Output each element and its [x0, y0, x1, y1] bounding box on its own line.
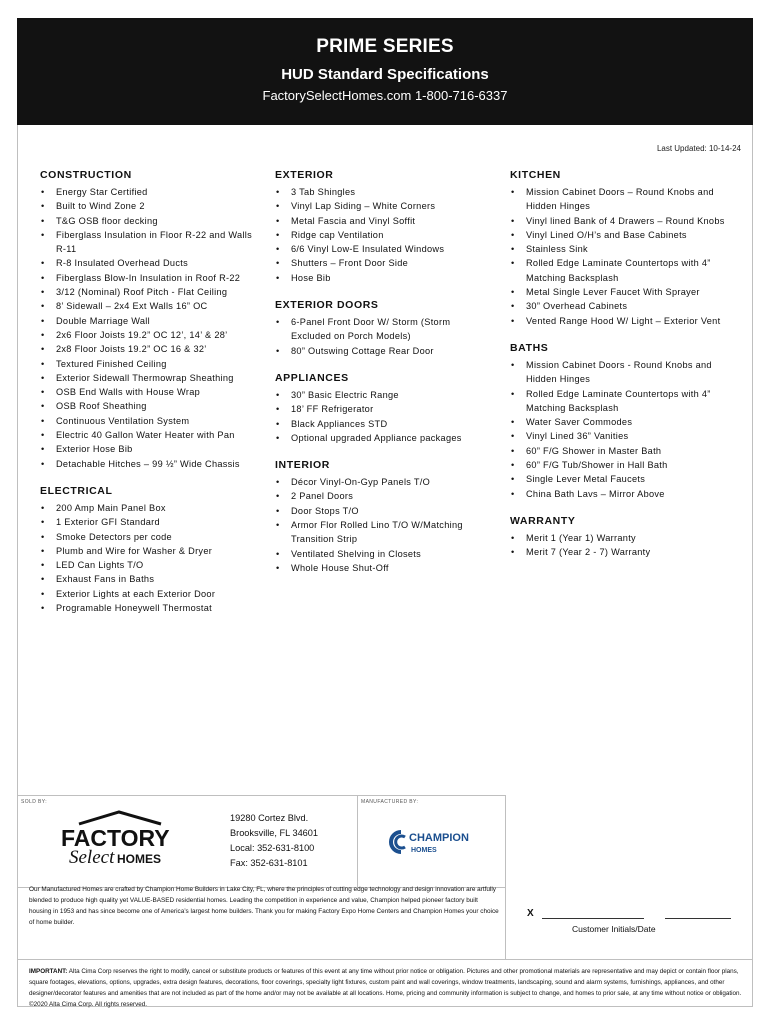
column-middle [275, 169, 490, 589]
spec-item: • Exhaust Fans in Baths [40, 572, 260, 586]
logo-word-select: Select [69, 847, 115, 868]
spec-item: • China Bath Lavs – Mirror Above [510, 487, 738, 501]
logo-word-champion: CHAMPION [409, 832, 469, 844]
seller-divider [357, 795, 358, 887]
section-interior [275, 459, 490, 575]
spec-item: • Fiberglass Insulation in Floor R-22 and Walls R-11 [40, 228, 260, 257]
series-title: PRIME SERIES [316, 36, 454, 57]
spec-item: • Metal Single Lever Faucet With Sprayer [510, 285, 738, 299]
spec-item: • 2x8 Floor Joists 19.2” OC 16 & 32’ [40, 342, 260, 356]
section-heading: INTERIOR [275, 459, 330, 472]
header-banner [17, 18, 753, 125]
factory-select-homes-logo [57, 808, 182, 868]
spec-item: • Vinyl Lined 36” Vanities [510, 429, 738, 443]
section-baths [510, 342, 738, 501]
spec-item: • Electric 40 Gallon Water Heater with Pan [40, 428, 260, 442]
section-appliances [275, 372, 490, 445]
spec-item: • 2 Panel Doors [275, 489, 490, 503]
spec-item: • Smoke Detectors per code [40, 530, 260, 544]
spec-item: • Programable Honeywell Thermostat [40, 601, 260, 615]
spec-item: • Armor Flor Rolled Lino T/O W/Matching Transition Strip [275, 518, 490, 547]
manufactured-by-label: MANUFACTURED BY: [361, 799, 419, 805]
spec-list [40, 185, 260, 471]
spec-list [275, 388, 490, 445]
spec-item: • Double Marriage Wall [40, 314, 260, 328]
contact-line: FactorySelectHomes.com 1-800-716-6337 [262, 88, 508, 103]
spec-item: • Water Saver Commodes [510, 415, 738, 429]
spec-item: • Vinyl lined Bank of 4 Drawers – Round Knobs [510, 214, 738, 228]
initials-line[interactable] [542, 918, 644, 919]
seller-address [230, 811, 318, 871]
spec-list [510, 185, 738, 328]
spec-item: • Décor Vinyl-On-Gyp Panels T/O [275, 475, 490, 489]
spec-item: • Merit 7 (Year 2 - 7) Warranty [510, 545, 738, 559]
spec-item: • OSB Roof Sheathing [40, 399, 260, 413]
address-line: Brooksville, FL 34601 [230, 828, 319, 838]
spec-item: • 60” F/G Tub/Shower in Hall Bath [510, 458, 738, 472]
section-heading: WARRANTY [510, 514, 576, 527]
spec-item: • 30” Basic Electric Range [275, 388, 490, 402]
spec-item: • Optional upgraded Appliance packages [275, 431, 490, 445]
date-line[interactable] [665, 918, 731, 919]
spec-list [40, 501, 260, 615]
section-warranty [510, 515, 738, 560]
spec-item: • Energy Star Certified [40, 185, 260, 199]
champion-homes-logo [387, 826, 487, 858]
section-electrical [40, 485, 260, 615]
spec-item: • Mission Cabinet Doors – Round Knobs and Hidden Hinges [510, 185, 738, 214]
address-line: 19280 Cortez Blvd. [230, 813, 309, 823]
spec-item: • 200 Amp Main Panel Box [40, 501, 260, 515]
spec-item: • Continuous Ventilation System [40, 414, 260, 428]
spec-sheet [17, 18, 753, 1008]
section-heading: APPLIANCES [275, 371, 349, 384]
address-line: Local: 352-631-8100 [230, 843, 315, 853]
spec-item: • 1 Exterior GFI Standard [40, 515, 260, 529]
spec-item: • LED Can Lights T/O [40, 558, 260, 572]
spec-item: • Black Appliances STD [275, 417, 490, 431]
spec-item: • OSB End Walls with House Wrap [40, 385, 260, 399]
spec-item: • T&G OSB floor decking [40, 214, 260, 228]
spec-list [510, 531, 738, 560]
spec-item: • 30” Overhead Cabinets [510, 299, 738, 313]
spec-item: • 6-Panel Front Door W/ Storm (Storm Excluded on Porch Models) [275, 315, 490, 344]
spec-item: • 6/6 Vinyl Low-E Insulated Windows [275, 242, 490, 256]
section-exterior [275, 169, 490, 285]
series-subtitle: HUD Standard Specifications [281, 66, 489, 83]
section-exterior-doors [275, 299, 490, 358]
section-heading: BATHS [510, 341, 549, 354]
spec-item: • Exterior Sidewall Thermowrap Sheathing [40, 371, 260, 385]
section-heading: EXTERIOR DOORS [275, 299, 379, 312]
logo-word-factory: FACTORY [61, 825, 170, 851]
spec-item: • Exterior Hose Bib [40, 442, 260, 456]
column-left [40, 169, 260, 629]
spec-item: • Mission Cabinet Doors - Round Knobs and Hidden Hinges [510, 358, 738, 387]
notice-body: Alta Cima Corp reserves the right to modify, cancel or substitute products or features of this event at any time without prior notice or obligation. Pictures and other promotional materials are representative and may depict or contain floor plans, square footages, elevations, options, upgrades, extra design features, decorations, floor coverings, specialty light fixtures, custom paint and wall coverings, window treatments, landscaping, sound and alarm systems, furnishings, appliances, and other designer/decorator features and amenities that are not included as part of the home and/or may not be available at all locations. Home, pricing and community information is subject to change, and homes to prior sale, at any time without notice or obligation. ©2020 Alta Cima Corp. All rights reserved. [29, 968, 742, 1008]
section-kitchen [510, 169, 738, 328]
spec-item: • 2x6 Floor Joists 19.2” OC 12’, 14’ & 28’ [40, 328, 260, 342]
spec-item: • Whole House Shut-Off [275, 561, 490, 575]
spec-item: • Single Lever Metal Faucets [510, 472, 738, 486]
spec-item: • Exterior Lights at each Exterior Door [40, 587, 260, 601]
signature-caption: Customer Initials/Date [572, 924, 656, 934]
company-blurb: Our Manufactured Homes are crafted by Champion Home Builders in Lake City, FL, where the principles of cutting edge technology and design innovation are artfully blended to produce high quality yet VALUE-BASED residential homes. Leading the competition in experience and value, Champion helped pioneer factory built housing in 1953 and has since become one of America’s largest home builders. Thank you for making Factory Expo Home Centers and Champion Homes your choice of home builder. [29, 886, 499, 926]
spec-item: • Ventilated Shelving in Closets [275, 547, 490, 561]
spec-item: • 3/12 (Nominal) Roof Pitch - Flat Ceiling [40, 285, 260, 299]
section-heading: KITCHEN [510, 169, 561, 181]
spec-item: • 3 Tab Shingles [275, 185, 490, 199]
spec-list [275, 475, 490, 575]
spec-list [275, 185, 490, 285]
spec-item: • Vinyl Lap Siding – White Corners [275, 199, 490, 213]
address-line: Fax: 352-631-8101 [230, 858, 308, 868]
important-notice [17, 959, 753, 1007]
spec-item: • Metal Fascia and Vinyl Soffit [275, 214, 490, 228]
spec-list [275, 315, 490, 358]
section-heading: ELECTRICAL [40, 484, 113, 497]
spec-item: • Built to Wind Zone 2 [40, 199, 260, 213]
spec-item: • 80” Outswing Cottage Rear Door [275, 344, 490, 358]
section-heading: EXTERIOR [275, 169, 334, 181]
sold-by-label: SOLD BY: [21, 799, 47, 805]
spec-item: • R-8 Insulated Overhead Ducts [40, 256, 260, 270]
spec-item: • Rolled Edge Laminate Countertops with 4” Matching Backsplash [510, 387, 738, 416]
logo-word-homes: HOMES [117, 852, 162, 866]
notice-label: IMPORTANT: [29, 968, 68, 975]
spec-item: • 18’ FF Refrigerator [275, 402, 490, 416]
spec-item: • Rolled Edge Laminate Countertops with 4” Matching Backsplash [510, 256, 738, 285]
last-updated: Last Updated: 10-14-24 [656, 144, 741, 153]
spec-item: • Stainless Sink [510, 242, 738, 256]
spec-item: • Ridge cap Ventilation [275, 228, 490, 242]
column-right [510, 169, 738, 574]
spec-list [510, 358, 738, 501]
spec-item: • Detachable Hitches – 99 ½” Wide Chassis [40, 457, 260, 471]
spec-item: • Merit 1 (Year 1) Warranty [510, 531, 738, 545]
spec-item: • 8’ Sidewall – 2x4 Ext Walls 16” OC [40, 299, 260, 313]
spec-item: • Shutters – Front Door Side [275, 256, 490, 270]
spec-item: • Fiberglass Blow-In Insulation in Roof R-22 [40, 271, 260, 285]
spec-item: • Vinyl Lined O/H’s and Base Cabinets [510, 228, 738, 242]
spec-item: • Vented Range Hood W/ Light – Exterior Vent [510, 314, 738, 328]
spec-item: • Textured Finished Ceiling [40, 357, 260, 371]
logo-word-homes: HOMES [411, 847, 437, 854]
spec-item: • 60” F/G Shower in Master Bath [510, 444, 738, 458]
signature-x: X [527, 908, 534, 919]
spec-item: • Door Stops T/O [275, 504, 490, 518]
spec-item: • Hose Bib [275, 271, 490, 285]
section-construction [40, 169, 260, 471]
spec-item: • Plumb and Wire for Washer & Dryer [40, 544, 260, 558]
section-heading: CONSTRUCTION [40, 169, 132, 181]
notice-text [29, 966, 743, 1010]
